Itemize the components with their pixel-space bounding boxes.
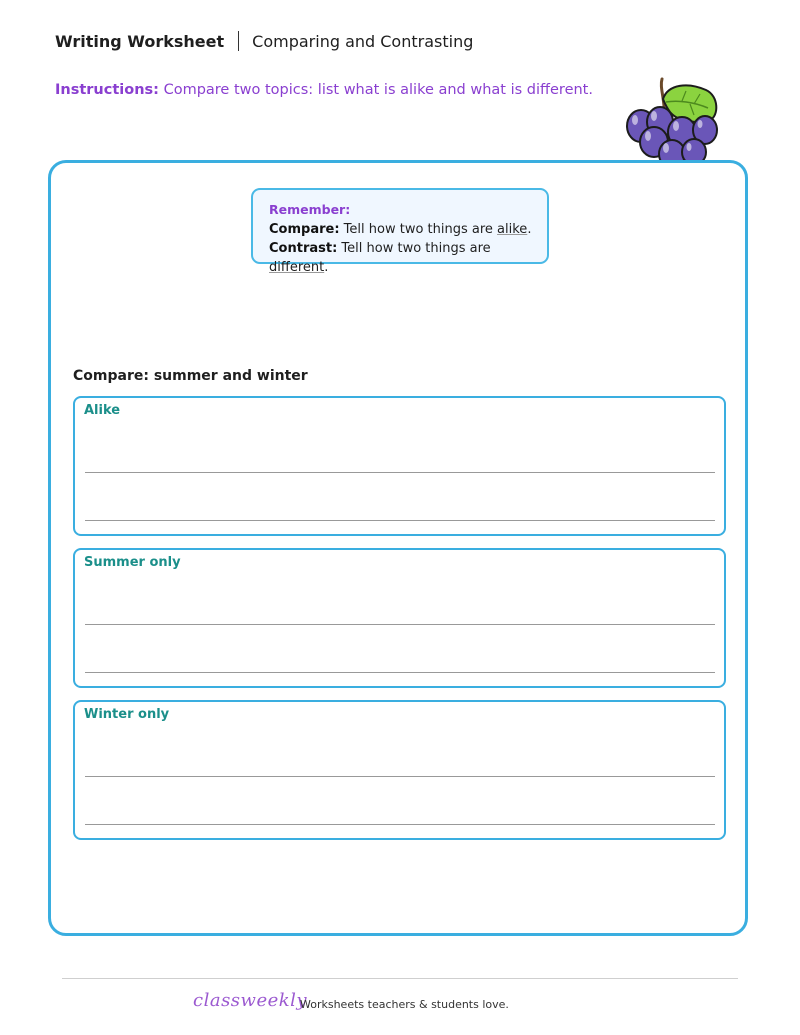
summer-only-box [73,548,726,688]
writing-line[interactable] [85,776,715,777]
alike-label: Alike [84,403,121,418]
contrast-definition [269,239,547,277]
writing-line[interactable] [85,672,715,673]
worksheet-subject: Writing Worksheet [55,31,225,51]
contrast-term: Contrast: [269,241,338,256]
instructions-text: Compare two topics: list what is alike and what is different. [163,82,593,98]
compare-prompt: Compare: summer and winter [73,368,308,384]
remember-title: Remember: [269,202,351,217]
compare-term: Compare: [269,222,340,237]
worksheet-header [55,30,473,52]
alike-box [73,396,726,536]
contrast-end: . [324,260,329,275]
writing-line[interactable] [85,624,715,625]
contrast-keyword: different [269,260,325,275]
winter-only-box [73,700,726,840]
footer-tagline: Worksheets teachers & students love. [300,998,509,1011]
instructions-lead: Instructions: [55,82,159,98]
writing-line[interactable] [85,824,715,825]
contrast-text: Tell how two things are [341,241,491,256]
instructions [55,82,593,98]
compare-keyword: alike [497,222,528,237]
compare-end: . [527,222,532,237]
footer-divider [62,978,738,979]
compare-definition [269,220,547,239]
compare-text: Tell how two things are [343,222,493,237]
summer-only-label: Summer only [84,555,181,570]
writing-line[interactable] [85,472,715,473]
header-divider [238,31,239,51]
remember-callout [251,188,549,275]
brand-logo: classweekly [193,990,308,1011]
winter-only-label: Winter only [84,707,170,722]
writing-line[interactable] [85,520,715,521]
worksheet-topic: Comparing and Contrasting [252,31,474,51]
